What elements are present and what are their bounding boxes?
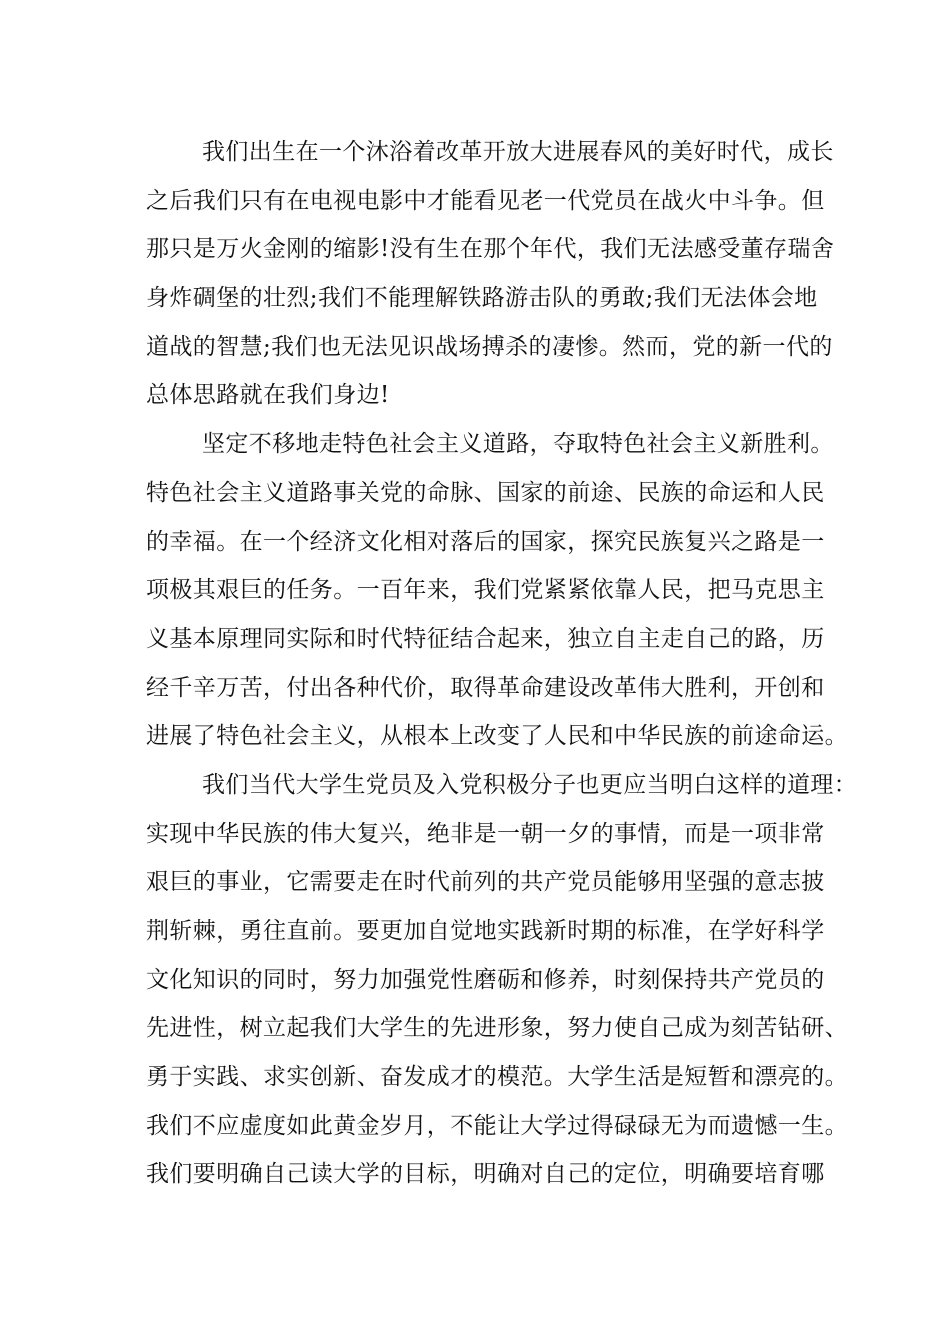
paragraph-line: 项极其艰巨的任务。一百年来，我们党紧紧依靠人民，把马克思主 xyxy=(146,577,825,604)
paragraph-line: 先进性，树立起我们大学生的先进形象，努力使自己成为刻苦钻研、 xyxy=(146,1015,848,1042)
paragraph-line: 义基本原理同实际和时代特征结合起来，独立自主走自己的路，历 xyxy=(146,625,825,652)
paragraph-line: 我们出生在一个沐浴着改革开放大进展春风的美好时代，成长 xyxy=(202,139,834,165)
paragraph-line: 文化知识的同时，努力加强党性磨砺和修养，时刻保持共产党员的 xyxy=(146,966,825,993)
paragraph-line: 勇于实践、求实创新、奋发成才的模范。大学生活是短暂和漂亮的。 xyxy=(146,1064,848,1091)
paragraph-line: 坚定不移地走特色社会主义道路，夺取特色社会主义新胜利。 xyxy=(202,431,834,458)
paragraph-line: 道战的智慧;我们也无法见识战场搏杀的凄惨。然而，党的新一代的 xyxy=(146,333,833,360)
paragraph-line: 总体思路就在我们身边! xyxy=(146,382,390,409)
paragraph-line: 荆斩棘，勇往直前。要更加自觉地实践新时期的标准，在学好科学 xyxy=(146,918,825,944)
paragraph-3 xyxy=(146,761,858,1199)
paragraph-line: 的幸福。在一个经济文化相对落后的国家，探究民族复兴之路是一 xyxy=(146,528,825,555)
paragraph-line: 那只是万火金刚的缩影!没有生在那个年代，我们无法感受董存瑞舍 xyxy=(146,236,835,263)
paragraph-line: 实现中华民族的伟大复兴，绝非是一朝一夕的事情，而是一项非常 xyxy=(146,820,825,847)
paragraph-line: 特色社会主义道路事关党的命脉、国家的前途、民族的命运和人民 xyxy=(146,479,825,506)
paragraph-1 xyxy=(146,128,835,420)
paragraph-line: 艰巨的事业，它需要走在时代前列的共产党员能够用坚强的意志披 xyxy=(146,869,825,896)
paragraph-line: 我们当代大学生党员及入党积极分子也更应当明白这样的道理： xyxy=(202,771,858,798)
paragraph-line: 身炸碉堡的壮烈;我们不能理解铁路游击队的勇敢;我们无法体会地 xyxy=(146,285,818,312)
paragraph-line: 经千辛万苦，付出各种代价，取得革命建设改革伟大胜利，开创和 xyxy=(146,674,825,701)
paragraph-line: 进展了特色社会主义，从根本上改变了人民和中华民族的前途命运。 xyxy=(146,723,848,750)
paragraph-line: 之后我们只有在电视电影中才能看见老一代党员在战火中斗争。但 xyxy=(146,187,825,214)
document-body xyxy=(146,128,858,1199)
paragraph-2 xyxy=(146,420,848,761)
paragraph-line: 我们不应虚度如此黄金岁月，不能让大学过得碌碌无为而遗憾一生。 xyxy=(146,1112,848,1139)
paragraph-line: 我们要明确自己读大学的目标，明确对自己的定位，明确要培育哪 xyxy=(146,1161,825,1188)
